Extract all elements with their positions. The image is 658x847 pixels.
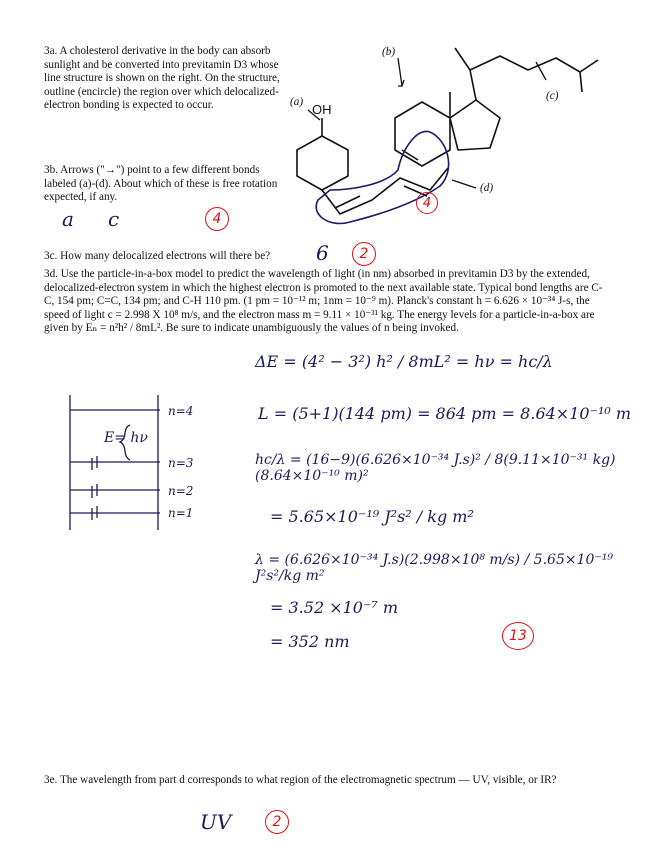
label-n2: n=2 [168, 484, 194, 498]
answer-3b-c: c [108, 207, 120, 231]
score-3e: 2 [265, 810, 289, 834]
question-3a-text: 3a. A cholesterol derivative in the body can absorb sunlight and be converted into previtamin D3 whose line structure is shown on the right. On the structure, outline (encircle) the region over which delocalized-electron bonding is expected to occur. [44, 45, 280, 112]
question-3e-text: 3e. The wavelength from part d corresponds to what region of the electromagnetic spectrum — UV, visible, or IR? [44, 774, 557, 786]
question-3b-text: 3b. Arrows ("→") point to a few different bonds labeled (a)-(d). About which of these is free rotation expected, if any. [44, 164, 278, 204]
label-b: (b) [382, 46, 396, 58]
work-line-5: λ = (6.626×10⁻³⁴ J.s)(2.998×10⁸ m/s) / 5.65×10⁻¹⁹ J²s²/kg m² [255, 552, 614, 584]
label-c: (c) [546, 90, 559, 102]
score-3c: 2 [352, 242, 376, 266]
label-d: (d) [480, 182, 494, 194]
work-line-3: hc/λ = (16−9)(6.626×10⁻³⁴ J.s)² / 8(9.11×10⁻³¹ kg)(8.64×10⁻¹⁰ m)² [255, 452, 616, 484]
work-line-1: ΔE = (4² − 3²) h² / 8mL² = hν = hc/λ [255, 352, 553, 371]
work-line-7: = 352 nm [270, 632, 350, 651]
answer-3e: UV [200, 810, 232, 834]
electrons-n2 [92, 484, 97, 498]
score-3d: 13 [502, 622, 534, 650]
label-a: (a) [290, 96, 304, 108]
electrons-n3 [92, 456, 97, 470]
answer-3b-a: a [62, 207, 74, 231]
photon-label: E= hν [104, 430, 148, 446]
question-3c-text: 3c. How many delocalized electrons will there be? [44, 250, 271, 262]
work-line-6: = 3.52 ×10⁻⁷ m [270, 598, 399, 617]
label-n4: n=4 [168, 404, 194, 418]
question-3d-text: 3d. Use the particle-in-a-box model to predict the wavelength of light (in nm) absorbed in previtamin D3 by the extended, delocalized-electron system in which the highest electron is promoted to the next available state. Typical bond lengths are C-C, 154 pm; C=C, 134 pm; and C-H 110 pm. (1 pm = 10⁻¹² m; 1nm = 10⁻⁹ m). Planck's constant h = 6.626 × 10⁻³⁴ J-s, the speed of light c = 2.998 X 10⁸ m/s, and the electron mass m = 9.11 × 10⁻³¹ kg. The energy levels for a particle-in-a-box are given by Eₙ = n²h² / 8mL². Be sure to indicate unambiguously the values of n being invoked. [44, 268, 603, 335]
work-line-4: = 5.65×10⁻¹⁹ J²s² / kg m² [270, 507, 474, 526]
label-n1: n=1 [168, 506, 194, 520]
score-3b: 4 [205, 207, 229, 231]
oh-label: OH [312, 102, 332, 117]
answer-3c: 6 [316, 241, 329, 265]
work-line-2: L = (5+1)(144 pm) = 864 pm = 8.64×10⁻¹⁰ m [258, 404, 632, 423]
structure-score: 4 [416, 192, 438, 214]
label-n3: n=3 [168, 456, 194, 470]
